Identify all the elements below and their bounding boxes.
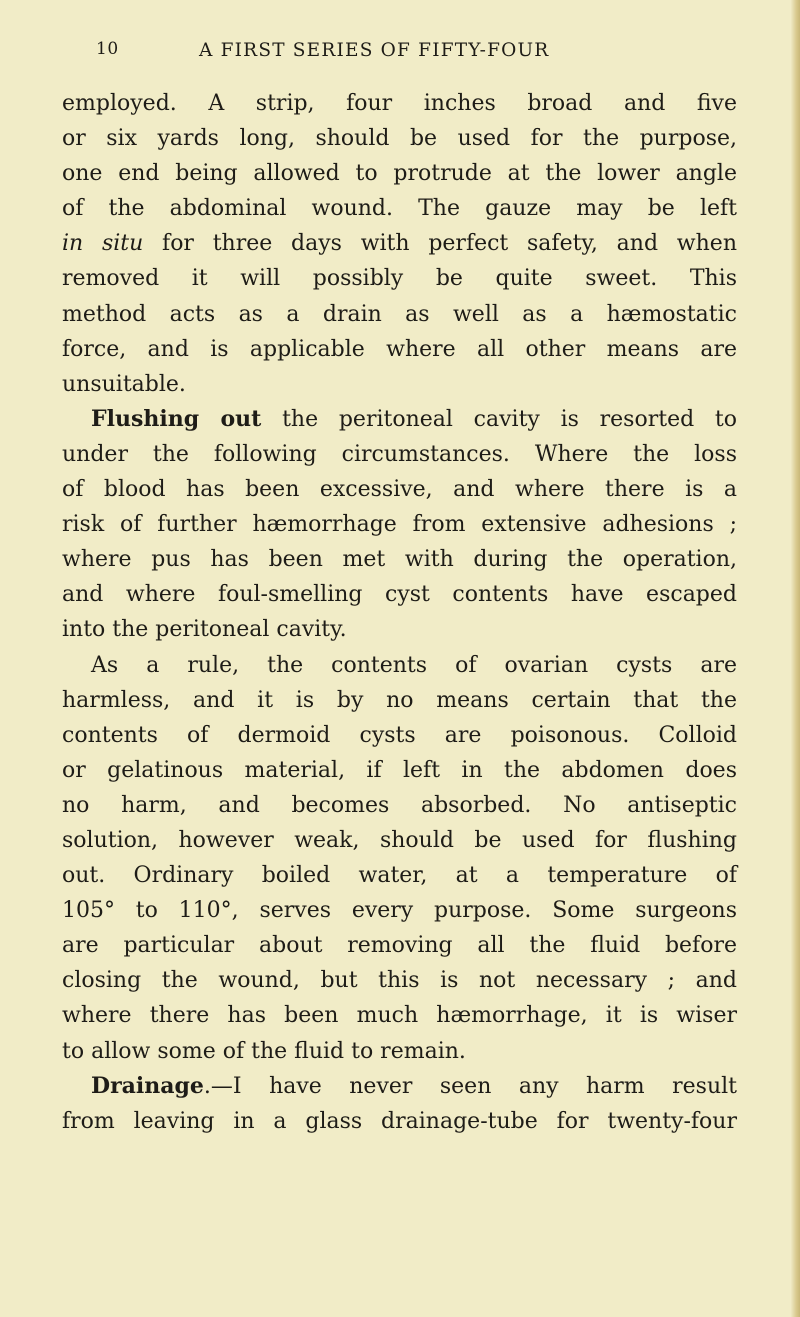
text-line: one end being allowed to protrude at the lower angle <box>62 161 737 187</box>
text-line: to allow some of the fluid to remain. <box>62 1038 466 1064</box>
text-line: under the following circumstances. Where the loss <box>62 441 737 467</box>
running-title: A FIRST SERIES OF FIFTY-FOUR <box>199 40 550 61</box>
text-line: method acts as a drain as well as a hæmostatic <box>62 301 737 327</box>
paragraph-heading: Drainage <box>91 1072 204 1099</box>
body-text <box>62 86 737 1139</box>
paragraph-start-line: As a rule, the contents of ovarian cysts are <box>91 652 737 678</box>
paragraph-heading: Flushing out <box>91 405 262 432</box>
text-line: in situ for three days with perfect safety, and when <box>62 231 737 257</box>
text-line: solution, however weak, should be used for flushing <box>62 827 737 853</box>
text-line: 105° to 110°, serves every purpose. Some surgeons <box>62 898 737 924</box>
text-line: force, and is applicable where all other means are <box>62 336 737 362</box>
text-line: or six yards long, should be used for the purpose, <box>62 126 737 152</box>
text-line: where pus has been met with during the operation, <box>62 547 737 573</box>
text-line: are particular about removing all the fluid before <box>62 933 737 959</box>
text-line: of blood has been excessive, and where there is a <box>62 477 737 503</box>
text-line: employed. A strip, four inches broad and five <box>62 91 737 116</box>
text-line: closing the wound, but this is not necessary ; and <box>62 968 737 994</box>
text-line: no harm, and becomes absorbed. No antiseptic <box>62 792 737 818</box>
text-line: into the peritoneal cavity. <box>62 617 347 643</box>
paragraph-start-line: Drainage.—I have never seen any harm result <box>91 1072 737 1099</box>
italic-phrase: in situ <box>62 231 144 257</box>
page-edge-shadow <box>791 0 800 1317</box>
text-line: risk of further hæmorrhage from extensive adhesions ; <box>62 512 737 538</box>
text-line: of the abdominal wound. The gauze may be left <box>62 196 737 222</box>
page-number: 10 <box>96 39 119 59</box>
text-line: or gelatinous material, if left in the abdomen does <box>62 757 737 783</box>
text-line: removed it will possibly be quite sweet. This <box>62 266 737 292</box>
text-line: contents of dermoid cysts are poisonous. Colloid <box>62 722 737 748</box>
text-line: harmless, and it is by no means certain that the <box>62 687 737 713</box>
text-line: and where foul-smelling cyst contents have escaped <box>62 582 737 608</box>
text-line: where there has been much hæmorrhage, it is wiser <box>62 1003 737 1029</box>
page-header <box>96 39 776 69</box>
text-line: unsuitable. <box>62 371 186 397</box>
paragraph-start-line: Flushing out the peritoneal cavity is resorted to <box>91 405 738 432</box>
text-line: from leaving in a glass drainage-tube for twenty-four <box>62 1108 737 1134</box>
text-line: out. Ordinary boiled water, at a temperature of <box>62 863 737 889</box>
